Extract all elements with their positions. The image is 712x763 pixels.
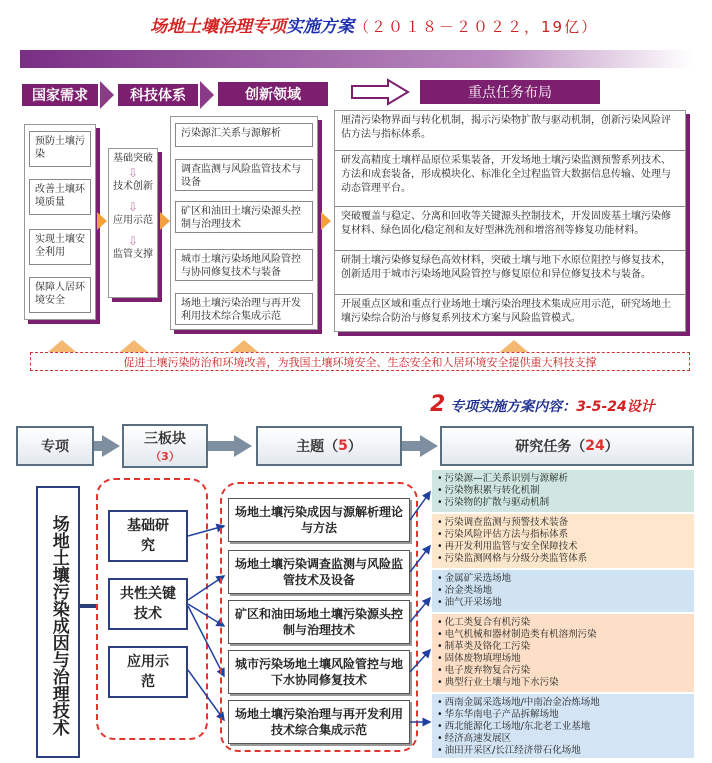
header-arrow-1 (100, 81, 114, 109)
task-item: • 污染物的扩散与驱动机制 (437, 497, 689, 509)
theme-item: 场地土壤污染治理与再开发利用技术综合集成示范 (228, 700, 410, 744)
hdr-themes-count: 5 (338, 438, 348, 454)
task-group (432, 470, 694, 512)
block-application: 应用示范 (108, 646, 188, 698)
tech-item: 技术创新 (113, 181, 153, 192)
up-arrow-2 (120, 340, 148, 352)
header-national-needs (22, 84, 98, 106)
task-item: • 西北能源化工场地/东北老工业基地 (437, 721, 689, 733)
header-national-needs-label: 国家需求 (32, 88, 88, 104)
hdr-themes-label: 主题（ (296, 439, 339, 455)
task-item: • 华东华南电子产品拆解场地 (437, 709, 689, 721)
header-tech-system-label: 科技体系 (130, 88, 186, 104)
task-item: • 制革类及铬化工污染 (437, 641, 689, 653)
down-arrow-icon: ⇩ (127, 200, 139, 214)
needs-panel (24, 124, 96, 320)
orange-arrow-2 (160, 212, 170, 230)
task-item: • 污染物积累与转化机制 (437, 485, 689, 497)
task-item: • 电子废弃物复合污染 (437, 665, 689, 677)
hdr-project-label: 专项 (41, 439, 69, 455)
tech-item: 监管支撑 (113, 249, 153, 260)
block-common-key: 共性关键技术 (108, 578, 188, 630)
section2-heading (430, 392, 655, 417)
theme-item: 矿区和油田场地土壤污染源头控制与治理技术 (228, 600, 410, 644)
need-item: 保障人居环境安全 (29, 277, 91, 313)
task-item: • 金属矿采选场地 (437, 573, 689, 585)
title-part-1: 场地土壤治理专项 (150, 17, 286, 37)
hdr-blocks-label: 三板块 (144, 431, 186, 447)
hdr-project (16, 426, 94, 466)
orange-arrow-3 (321, 212, 331, 230)
task-item: • 污染风险评估方法与指标体系 (437, 529, 689, 541)
task-item: • 冶金类场地 (437, 585, 689, 597)
outline-arrow-icon (350, 78, 410, 106)
section2-label: 专项实施方案内容： (450, 399, 577, 415)
tech-item: 应用示范 (113, 215, 153, 226)
task-group (432, 614, 694, 692)
task-item: • 西南金属采选场地/中南冶金冶炼场地 (437, 697, 689, 709)
innovation-item: 城市土壤污染场地风险管控与协同修复技术与装备 (175, 249, 313, 281)
need-item: 改善土壤环境质量 (29, 179, 91, 215)
orange-arrow-1 (97, 212, 107, 230)
task-item: • 固体废物填埋场地 (437, 653, 689, 665)
title-band (20, 50, 692, 68)
header-innovation (218, 82, 328, 106)
title-part-2: 实施方案 (286, 17, 354, 37)
need-item: 实现土壤安全利用 (29, 229, 91, 265)
hdr-tasks-count: 24 (585, 438, 605, 454)
up-arrow-3 (230, 340, 258, 352)
innovation-item: 污染源汇关系与源解析 (175, 123, 313, 147)
task-item: • 油田开采区/长江经济带石化场地 (437, 745, 689, 757)
key-task-item: 研制土壤污染修复绿色高效材料，突破土壤与地下水原位阻控与修复技术，创新适用于城市污染场地风险管控与修复原位和异位修复技术与装备。 (335, 251, 685, 295)
down-arrow-icon: ⇩ (127, 234, 139, 248)
key-task-item: 厘清污染物界面与转化机制，揭示污染物扩散与驱动机制，创新污染风险评估方法与指标体系。 (335, 111, 685, 151)
header-tech-system (118, 84, 198, 106)
hdr-themes (256, 426, 402, 466)
header-key-tasks (420, 80, 600, 104)
task-item: • 污染源—汇关系识别与源解析 (437, 473, 689, 485)
theme-item: 场地土壤污染调查监测与风险监管技术及设备 (228, 550, 410, 594)
gray-arrow (234, 435, 252, 457)
header-outline-arrow (350, 78, 410, 106)
header-key-tasks-label: 重点任务布局 (468, 85, 552, 101)
key-tasks-panel (334, 110, 686, 332)
task-item: • 油气开采场地 (437, 597, 689, 609)
task-group (432, 570, 694, 612)
hdr-tasks (440, 426, 694, 466)
key-task-item: 突破覆盖与稳定、分离和回收等关键源头控制技术，开发固废基土壤污染修复材料、绿色固化/稳定剂和友好型淋洗剂和增溶剂等修复功能材料。 (335, 207, 685, 251)
theme-item: 场地土壤污染成因与源解析理论与方法 (228, 498, 410, 542)
gray-arrow-shaft (208, 441, 236, 451)
task-item: • 经济高速发展区 (437, 733, 689, 745)
tech-system-list (110, 152, 156, 262)
header-innovation-label: 创新领域 (245, 87, 301, 103)
task-group (432, 514, 694, 568)
block-basic: 基础研究 (108, 510, 188, 562)
gray-arrow-shaft (402, 441, 422, 451)
key-task-item: 研发高精度土壤样品原位采集装备，开发场地土壤污染监测预警系列技术、方法和成套装备，形成模块化、标准化全过程监管大数据信息传输、处理与动态管理平台。 (335, 151, 685, 207)
need-item: 预防土壤污染 (29, 131, 91, 167)
innovation-item: 场地土壤污染治理与再开发利用技术综合集成示范 (175, 293, 313, 325)
hdr-blocks (122, 424, 208, 468)
hdr-tasks-label: 研究任务（ (515, 439, 586, 455)
header-arrow-2 (200, 81, 214, 109)
task-item: • 电气机械和器材制造类有机溶剂污染 (437, 629, 689, 641)
title-part-3: （２０１８－２０２２，19亿） (354, 18, 599, 36)
down-arrow-icon: ⇩ (127, 166, 139, 180)
up-arrow-4 (500, 340, 528, 352)
gray-arrow (102, 435, 120, 457)
hdr-themes-end: ） (347, 439, 362, 455)
innovation-panel (170, 116, 318, 330)
gray-arrow (420, 435, 438, 457)
tech-item: 基础突破 (113, 153, 153, 164)
hdr-blocks-count: （3） (150, 450, 180, 463)
key-task-item: 开展重点区域和重点行业场地土壤污染治理技术集成应用示范，研究场地土壤污染综合防治与修复系列技术方案与风险监管模式。 (341, 299, 671, 324)
innovation-item: 矿区和油田土壤污染源头控制与治理技术 (175, 201, 313, 233)
up-arrow-1 (48, 340, 76, 352)
theme-task-connectors (410, 470, 434, 760)
task-group (432, 694, 694, 758)
section2-number: 2 (430, 392, 446, 417)
page-title (150, 12, 598, 37)
goal-bar: 促进土壤污染防治和环境改善，为我国土壤环境安全、生态安全和人居环境安全提供重大科技支撑 (30, 352, 690, 371)
task-item: • 再开发利用监管与安全保障技术 (437, 541, 689, 553)
section2-design: 3-5-24设计 (576, 399, 655, 415)
task-item: • 污染监测网格与分级分类监管体系 (437, 553, 689, 565)
innovation-item: 调查监测与风险监管技术与设备 (175, 159, 313, 191)
task-item: • 化工类复合有机污染 (437, 617, 689, 629)
project-name: 场地土壤污染成因与治理技术 (36, 486, 80, 758)
task-item: • 典型行业土壤与地下水污染 (437, 677, 689, 689)
task-item: • 污染调查监测与预警技术装备 (437, 517, 689, 529)
theme-item: 城市污染场地土壤风险管控与地下水协同修复技术 (228, 650, 410, 694)
hdr-tasks-end: ） (604, 439, 619, 455)
